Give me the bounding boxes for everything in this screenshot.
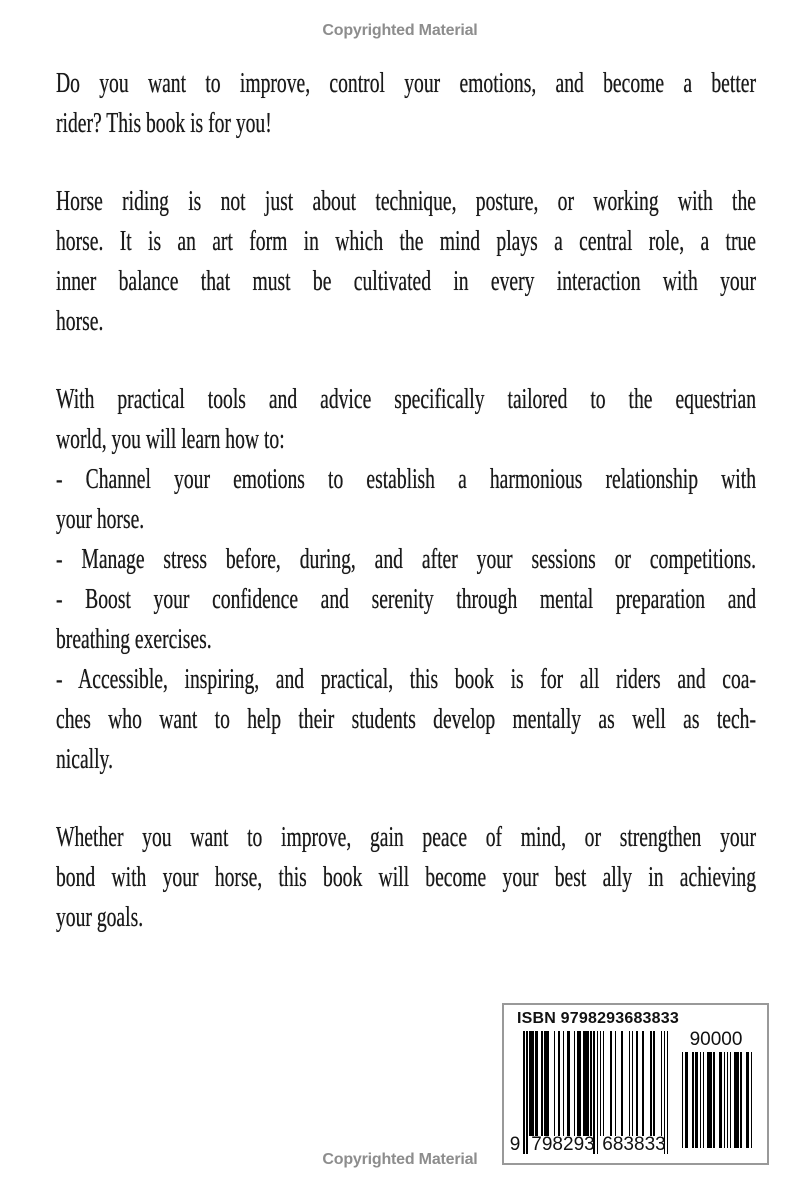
ean13-barcode xyxy=(523,1031,669,1136)
text-line: ches who want to help their students develop mentally as well as tech- xyxy=(56,704,756,735)
copyright-notice-bottom: Copyrighted Material xyxy=(322,1151,478,1168)
text-line: horse. xyxy=(56,306,104,337)
paragraph xyxy=(56,580,756,660)
text-line: Do you want to improve, control your emotions, and become a better xyxy=(56,68,756,99)
paragraph xyxy=(56,380,756,460)
text-line: nically. xyxy=(56,744,113,775)
copyright-notice-top: Copyrighted Material xyxy=(322,22,478,39)
paragraph xyxy=(56,64,756,144)
text-line: your goals. xyxy=(56,902,144,933)
barcode-digit-group1: 798293 xyxy=(531,1134,595,1155)
isbn-label: ISBN 9798293683833 xyxy=(517,1010,679,1027)
text-line: inner balance that must be cultivated in every interaction with your xyxy=(56,266,756,297)
text-line: - Accessible, inspiring, and practical, this book is for all riders and coa- xyxy=(56,664,756,695)
ean5-addon-barcode xyxy=(680,1052,752,1148)
text-line: bond with your horse, this book will become your best ally in achieving xyxy=(56,862,756,893)
book-description xyxy=(56,64,756,938)
paragraph xyxy=(56,818,756,938)
text-line: world, you will learn how to: xyxy=(56,424,285,455)
text-line: With practical tools and advice specifically tailored to the equestrian xyxy=(56,384,756,415)
paragraph xyxy=(56,660,756,780)
paragraph xyxy=(56,460,756,540)
ean5-addon xyxy=(680,1030,752,1148)
text-line: rider? This book is for you! xyxy=(56,108,272,139)
isbn-barcode-panel xyxy=(502,1003,769,1165)
barcode-digit-group2: 683833 xyxy=(602,1134,666,1155)
text-line: your horse. xyxy=(56,504,145,535)
text-line: - Boost your confidence and serenity through mental preparation and xyxy=(56,584,756,615)
text-line: - Manage stress before, during, and after your sessions or competitions. xyxy=(56,544,756,575)
addon-price-label: 90000 xyxy=(689,1029,743,1050)
text-line: - Channel your emotions to establish a harmonious relationship with xyxy=(56,464,756,495)
paragraph xyxy=(56,182,756,342)
text-line: Horse riding is not just about technique, posture, or working with the xyxy=(56,186,756,217)
barcode-digit-prefix: 9 xyxy=(509,1134,521,1155)
text-line: horse. It is an art form in which the mind plays a central role, a true xyxy=(56,226,756,257)
text-line: breathing exercises. xyxy=(56,624,212,655)
paragraph xyxy=(56,540,756,580)
text-line: Whether you want to improve, gain peace of mind, or strengthen your xyxy=(56,822,756,853)
